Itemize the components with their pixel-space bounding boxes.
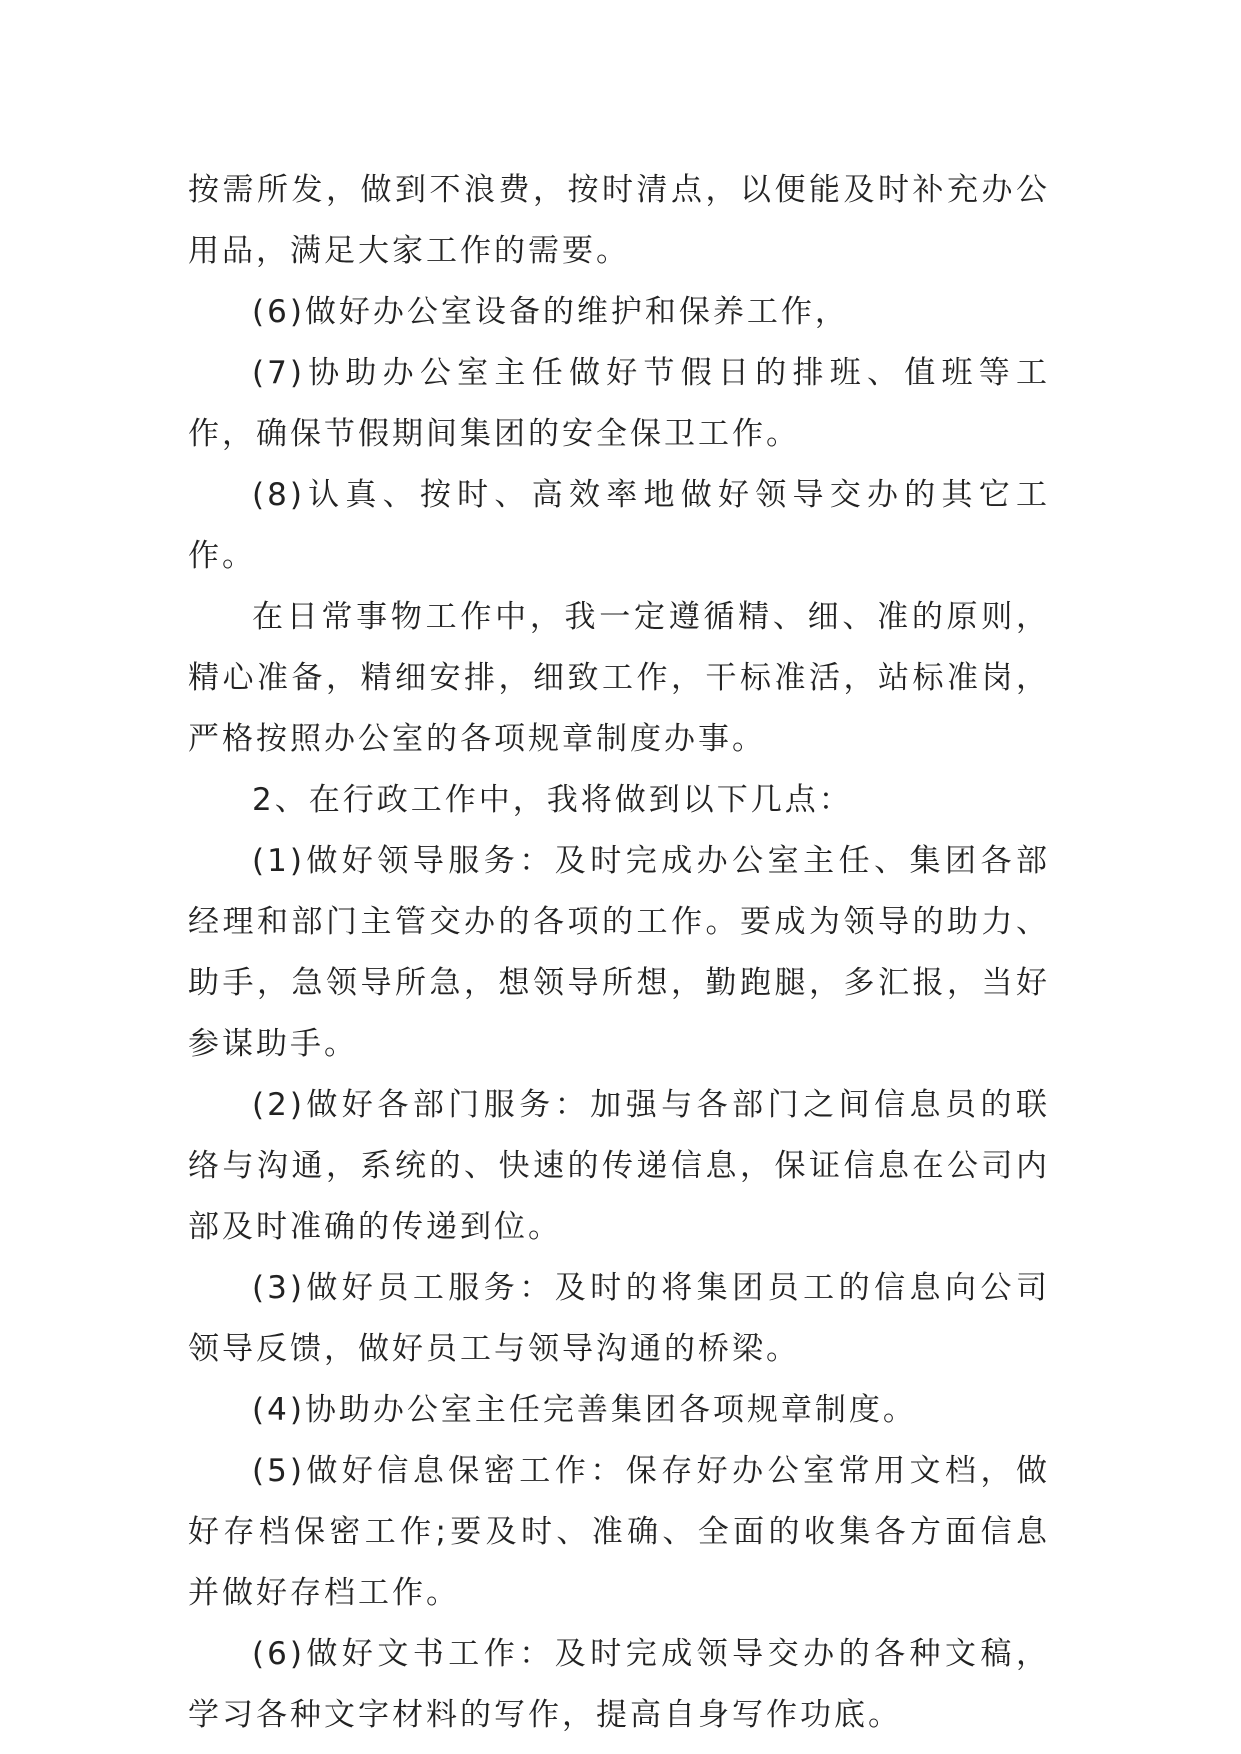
paragraph-section-2-heading: 2、在行政工作中，我将做到以下几点： xyxy=(252,782,853,818)
paragraph-item-8-other-work: (8)认真、按时、高效率地做好领导交办的其它工作。 xyxy=(188,477,1050,574)
paragraph-continuation: 按需所发，做到不浪费，按时清点，以便能及时补充办公用品，满足大家工作的需要。 xyxy=(188,172,1050,269)
paragraph-daily-affairs: 在日常事物工作中，我一定遵循精、细、准的原则，精心准备，精细安排，细致工作，干标准活，站标准岗，严格按照办公室的各项规章制度办事。 xyxy=(188,599,1050,757)
paragraph-item-4-regulations: (4)协助办公室主任完善集团各项规章制度。 xyxy=(252,1392,917,1428)
paragraph-item-6-clerical: (6)做好文书工作：及时完成领导交办的各种文稿，学习各种文字材料的写作，提高自身写作功底。 xyxy=(188,1636,1050,1733)
paragraph-item-5-confidentiality: (5)做好信息保密工作：保存好办公室常用文档，做好存档保密工作;要及时、准确、全面的收集各方面信息并做好存档工作。 xyxy=(188,1453,1050,1611)
paragraph-item-3-employee-service: (3)做好员工服务：及时的将集团员工的信息向公司领导反馈，做好员工与领导沟通的桥梁。 xyxy=(188,1270,1050,1367)
document-body xyxy=(188,160,1050,1746)
paragraph-item-2-department-service: (2)做好各部门服务：加强与各部门之间信息员的联络与沟通，系统的、快速的传递信息，保证信息在公司内部及时准确的传递到位。 xyxy=(188,1087,1050,1245)
paragraph-item-1-leader-service: (1)做好领导服务：及时完成办公室主任、集团各部经理和部门主管交办的各项的工作。要成为领导的助力、助手，急领导所急，想领导所想，勤跑腿，多汇报，当好参谋助手。 xyxy=(188,843,1050,1062)
paragraph-item-6-equipment: (6)做好办公室设备的维护和保养工作， xyxy=(252,294,849,330)
paragraph-item-7-holiday-duty: (7)协助办公室主任做好节假日的排班、值班等工作，确保节假期间集团的安全保卫工作。 xyxy=(188,355,1050,452)
